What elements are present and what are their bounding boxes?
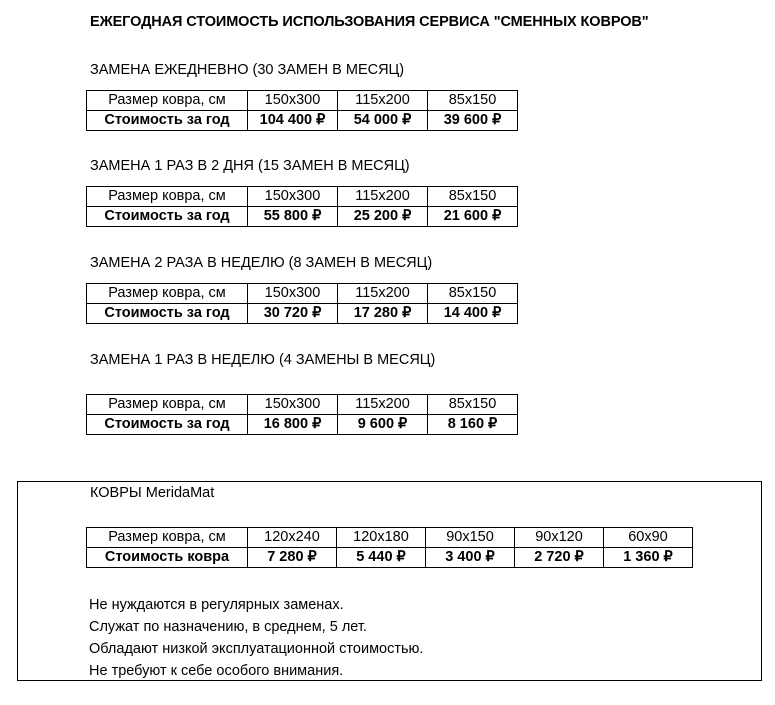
table-row-costs [87, 415, 518, 435]
size-cell: 115x200 [338, 91, 428, 111]
size-cell: 60x90 [604, 528, 693, 548]
price-table-every-2-days [86, 186, 518, 227]
note-line: Обладают низкой эксплуатационной стоимостью. [89, 641, 424, 657]
table-row-sizes [87, 528, 693, 548]
cost-label-cell: Стоимость за год [87, 304, 248, 324]
table-row-costs [87, 207, 518, 227]
size-cell: 120x240 [248, 528, 337, 548]
table-row-sizes [87, 91, 518, 111]
cost-label-cell: Стоимость за год [87, 111, 248, 131]
cost-cell: 9 600 ₽ [338, 415, 428, 435]
note-line: Служат по назначению, в среднем, 5 лет. [89, 619, 367, 635]
price-table-daily [86, 90, 518, 131]
price-table-twice-weekly [86, 283, 518, 324]
cost-cell: 54 000 ₽ [338, 111, 428, 131]
cost-cell: 30 720 ₽ [248, 304, 338, 324]
size-cell: 150x300 [248, 395, 338, 415]
cost-cell: 1 360 ₽ [604, 548, 693, 568]
cost-cell: 16 800 ₽ [248, 415, 338, 435]
size-label-cell: Размер ковра, см [87, 187, 248, 207]
cost-cell: 7 280 ₽ [248, 548, 337, 568]
page-title: ЕЖЕГОДНАЯ СТОИМОСТЬ ИСПОЛЬЗОВАНИЯ СЕРВИСА "СМЕННЫХ КОВРОВ" [90, 14, 649, 30]
cost-cell: 17 280 ₽ [338, 304, 428, 324]
note-line: Не требуют к себе особого внимания. [89, 663, 344, 679]
size-cell: 150x300 [248, 91, 338, 111]
size-cell: 85x150 [428, 395, 518, 415]
size-label-cell: Размер ковра, см [87, 91, 248, 111]
note-line: Не нуждаются в регулярных заменах. [89, 597, 344, 613]
cost-cell: 21 600 ₽ [428, 207, 518, 227]
cost-cell: 2 720 ₽ [515, 548, 604, 568]
cost-label-cell: Стоимость ковра [87, 548, 248, 568]
size-cell: 90x150 [426, 528, 515, 548]
cost-cell: 14 400 ₽ [428, 304, 518, 324]
cost-cell: 104 400 ₽ [248, 111, 338, 131]
table-row-costs [87, 548, 693, 568]
section-heading-meridamat: КОВРЫ MeridaMat [90, 485, 215, 501]
table-row-sizes [87, 395, 518, 415]
size-cell: 115x200 [338, 284, 428, 304]
size-cell: 150x300 [248, 284, 338, 304]
size-cell: 90x120 [515, 528, 604, 548]
size-label-cell: Размер ковра, см [87, 528, 248, 548]
table-row-sizes [87, 284, 518, 304]
size-cell: 85x150 [428, 91, 518, 111]
size-label-cell: Размер ковра, см [87, 284, 248, 304]
cost-cell: 25 200 ₽ [338, 207, 428, 227]
cost-cell: 55 800 ₽ [248, 207, 338, 227]
section-heading-every-2-days: ЗАМЕНА 1 РАЗ В 2 ДНЯ (15 ЗАМЕН В МЕСЯЦ) [90, 158, 410, 174]
cost-cell: 39 600 ₽ [428, 111, 518, 131]
size-cell: 120x180 [337, 528, 426, 548]
size-label-cell: Размер ковра, см [87, 395, 248, 415]
size-cell: 85x150 [428, 284, 518, 304]
cost-label-cell: Стоимость за год [87, 207, 248, 227]
price-table-meridamat [86, 527, 693, 568]
section-heading-twice-weekly: ЗАМЕНА 2 РАЗА В НЕДЕЛЮ (8 ЗАМЕН В МЕСЯЦ) [90, 255, 433, 271]
cost-cell: 3 400 ₽ [426, 548, 515, 568]
section-heading-daily: ЗАМЕНА ЕЖЕДНЕВНО (30 ЗАМЕН В МЕСЯЦ) [90, 62, 405, 78]
section-heading-weekly: ЗАМЕНА 1 РАЗ В НЕДЕЛЮ (4 ЗАМЕНЫ В МЕСЯЦ) [90, 352, 436, 368]
table-row-costs [87, 304, 518, 324]
size-cell: 115x200 [338, 187, 428, 207]
cost-cell: 5 440 ₽ [337, 548, 426, 568]
size-cell: 115x200 [338, 395, 428, 415]
price-table-weekly [86, 394, 518, 435]
table-row-costs [87, 111, 518, 131]
cost-label-cell: Стоимость за год [87, 415, 248, 435]
size-cell: 150x300 [248, 187, 338, 207]
size-cell: 85x150 [428, 187, 518, 207]
table-row-sizes [87, 187, 518, 207]
cost-cell: 8 160 ₽ [428, 415, 518, 435]
